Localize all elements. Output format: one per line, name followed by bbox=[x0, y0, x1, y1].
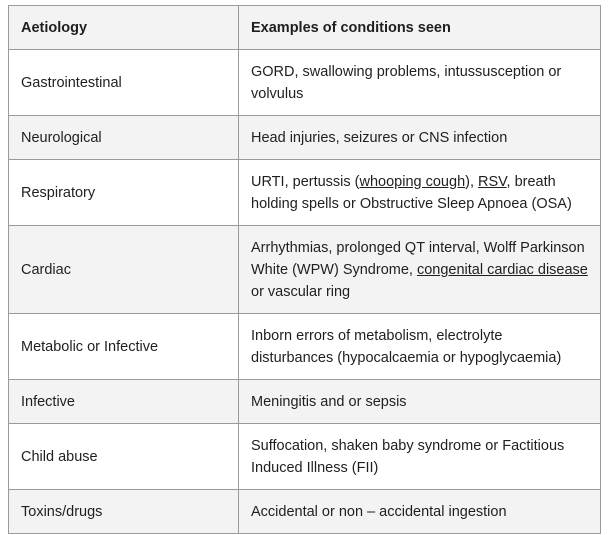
examples-cell bbox=[239, 226, 601, 314]
table-row bbox=[9, 424, 601, 490]
aetiology-cell: Metabolic or Infective bbox=[9, 314, 239, 380]
table-row bbox=[9, 490, 601, 534]
examples-cell bbox=[239, 314, 601, 380]
aetiology-cell: Child abuse bbox=[9, 424, 239, 490]
examples-cell bbox=[239, 490, 601, 534]
table-row bbox=[9, 116, 601, 160]
table-row bbox=[9, 50, 601, 116]
examples-text: Suffocation, shaken baby syndrome or Factitious Induced Illness (FII) bbox=[251, 437, 565, 476]
examples-text: Head injuries, seizures or CNS infection bbox=[251, 129, 508, 146]
table-row bbox=[9, 226, 601, 314]
header-examples: Examples of conditions seen bbox=[239, 6, 601, 50]
examples-text: or vascular ring bbox=[251, 283, 351, 300]
examples-text: GORD, swallowing problems, intussusception or volvulus bbox=[251, 63, 562, 102]
examples-text: URTI, pertussis ( bbox=[251, 173, 360, 190]
table-row bbox=[9, 314, 601, 380]
aetiology-cell: Neurological bbox=[9, 116, 239, 160]
table-body bbox=[9, 50, 601, 534]
examples-text: Arrhythmias, prolonged QT interval, Wolff Parkinson White (WPW) Syndrome, bbox=[251, 239, 585, 278]
condition-link[interactable]: congenital cardiac disease bbox=[416, 261, 588, 278]
table-row bbox=[9, 160, 601, 226]
examples-text: Meningitis and or sepsis bbox=[251, 393, 407, 410]
aetiology-cell: Respiratory bbox=[9, 160, 239, 226]
examples-cell bbox=[239, 116, 601, 160]
aetiology-cell: Infective bbox=[9, 380, 239, 424]
examples-cell bbox=[239, 160, 601, 226]
aetiology-table bbox=[8, 5, 601, 534]
examples-cell bbox=[239, 424, 601, 490]
aetiology-cell: Toxins/drugs bbox=[9, 490, 239, 534]
examples-text: , breath holding spells or Obstructive Sleep Apnoea (OSA) bbox=[251, 173, 572, 212]
examples-text: Inborn errors of metabolism, electrolyte disturbances (hypocalcaemia or hypoglycaemia) bbox=[251, 327, 562, 366]
header-aetiology: Aetiology bbox=[9, 6, 239, 50]
examples-cell bbox=[239, 50, 601, 116]
table-row bbox=[9, 380, 601, 424]
condition-link[interactable]: RSV bbox=[478, 173, 507, 190]
examples-cell bbox=[239, 380, 601, 424]
aetiology-cell: Cardiac bbox=[9, 226, 239, 314]
examples-text: Accidental or non – accidental ingestion bbox=[251, 503, 507, 520]
aetiology-cell: Gastrointestinal bbox=[9, 50, 239, 116]
condition-link[interactable]: whooping cough bbox=[359, 173, 466, 190]
examples-text: ), bbox=[465, 173, 479, 190]
table-header-row bbox=[9, 6, 601, 50]
